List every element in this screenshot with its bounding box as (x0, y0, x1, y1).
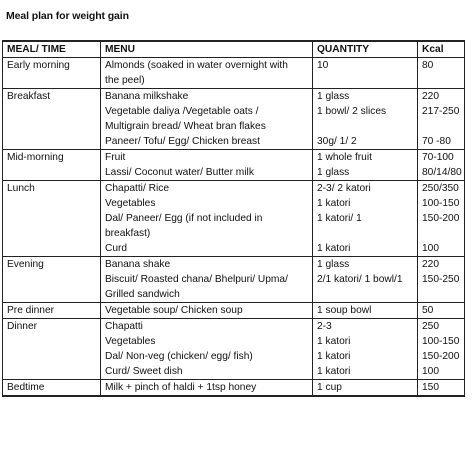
table-row (3, 257, 465, 273)
kcal-cell: 217-250 (418, 104, 465, 119)
table-row (3, 196, 465, 211)
table-row (3, 319, 465, 335)
table-row (3, 150, 465, 166)
table-row (3, 181, 465, 197)
quantity-cell: 1 glass (313, 89, 418, 105)
quantity-cell (313, 226, 418, 241)
menu-cell: Paneer/ Tofu/ Egg/ Chicken breast (101, 134, 313, 150)
meal-time-cell (3, 364, 101, 380)
menu-cell: Banana milkshake (101, 89, 313, 105)
table-row (3, 119, 465, 134)
quantity-cell: 1 glass (313, 257, 418, 273)
menu-cell: Vegetable daliya /Vegetable oats / (101, 104, 313, 119)
quantity-cell (313, 287, 418, 303)
kcal-cell (418, 73, 465, 89)
table-row (3, 165, 465, 181)
quantity-cell: 10 (313, 58, 418, 74)
quantity-cell: 2-3 (313, 319, 418, 335)
meal-plan-table (2, 40, 465, 397)
meal-time-cell: Bedtime (3, 380, 101, 397)
kcal-cell: 250/350 (418, 181, 465, 197)
quantity-cell: 2/1 katori/ 1 bowl/1 (313, 272, 418, 287)
kcal-cell: 80 (418, 58, 465, 74)
kcal-cell: 150-200 (418, 211, 465, 226)
kcal-cell: 80/14/80 (418, 165, 465, 181)
table-row (3, 58, 465, 74)
header-menu: MENU (101, 41, 313, 58)
meal-time-cell (3, 196, 101, 211)
table-row (3, 73, 465, 89)
document-title: Meal plan for weight gain (6, 10, 129, 22)
menu-cell: Lassi/ Coconut water/ Butter milk (101, 165, 313, 181)
kcal-cell: 250 (418, 319, 465, 335)
menu-cell: the peel) (101, 73, 313, 89)
kcal-cell: 70 -80 (418, 134, 465, 150)
kcal-cell (418, 119, 465, 134)
meal-time-cell (3, 272, 101, 287)
table-row (3, 134, 465, 150)
kcal-cell: 100 (418, 364, 465, 380)
meal-time-cell: Lunch (3, 181, 101, 197)
kcal-cell: 70-100 (418, 150, 465, 166)
kcal-cell: 220 (418, 89, 465, 105)
meal-time-cell (3, 211, 101, 226)
quantity-cell: 1 katori (313, 334, 418, 349)
meal-time-cell (3, 73, 101, 89)
quantity-cell: 1 katori (313, 241, 418, 257)
quantity-cell (313, 73, 418, 89)
meal-time-cell (3, 241, 101, 257)
table-row (3, 241, 465, 257)
table-body (3, 58, 465, 397)
meal-time-cell (3, 134, 101, 150)
table-row (3, 226, 465, 241)
menu-cell: Almonds (soaked in water overnight with (101, 58, 313, 74)
table-row (3, 104, 465, 119)
quantity-cell: 30g/ 1/ 2 (313, 134, 418, 150)
kcal-cell: 100-150 (418, 196, 465, 211)
meal-time-cell: Evening (3, 257, 101, 273)
menu-cell: Curd (101, 241, 313, 257)
menu-cell: Grilled sandwich (101, 287, 313, 303)
menu-cell: Biscuit/ Roasted chana/ Bhelpuri/ Upma/ (101, 272, 313, 287)
menu-cell: Dal/ Non-veg (chicken/ egg/ fish) (101, 349, 313, 364)
table-row (3, 287, 465, 303)
table-row (3, 211, 465, 226)
quantity-cell: 1 whole fruit (313, 150, 418, 166)
quantity-cell (313, 119, 418, 134)
menu-cell: Milk + pinch of haldi + 1tsp honey (101, 380, 313, 397)
menu-cell: Vegetable soup/ Chicken soup (101, 303, 313, 319)
quantity-cell: 1 bowl/ 2 slices (313, 104, 418, 119)
header-meal-time: MEAL/ TIME (3, 41, 101, 58)
table-row (3, 349, 465, 364)
meal-time-cell: Mid-morning (3, 150, 101, 166)
table-header-row (3, 41, 465, 58)
kcal-cell: 100-150 (418, 334, 465, 349)
table-row (3, 89, 465, 105)
quantity-cell: 1 cup (313, 380, 418, 397)
menu-cell: Multigrain bread/ Wheat bran flakes (101, 119, 313, 134)
kcal-cell: 100 (418, 241, 465, 257)
meal-time-cell: Breakfast (3, 89, 101, 105)
header-quantity: QUANTITY (313, 41, 418, 58)
meal-time-cell (3, 165, 101, 181)
kcal-cell: 150-250 (418, 272, 465, 287)
kcal-cell: 150 (418, 380, 465, 397)
menu-cell: breakfast) (101, 226, 313, 241)
table-row (3, 380, 465, 397)
kcal-cell: 50 (418, 303, 465, 319)
quantity-cell: 1 glass (313, 165, 418, 181)
kcal-cell: 220 (418, 257, 465, 273)
meal-time-cell (3, 287, 101, 303)
table-row (3, 364, 465, 380)
menu-cell: Dal/ Paneer/ Egg (if not included in (101, 211, 313, 226)
quantity-cell: 1 soup bowl (313, 303, 418, 319)
header-kcal: Kcal (418, 41, 465, 58)
meal-time-cell (3, 226, 101, 241)
meal-time-cell: Early morning (3, 58, 101, 74)
meal-time-cell: Pre dinner (3, 303, 101, 319)
kcal-cell (418, 226, 465, 241)
table-row (3, 272, 465, 287)
quantity-cell: 1 katori/ 1 (313, 211, 418, 226)
kcal-cell (418, 287, 465, 303)
menu-cell: Fruit (101, 150, 313, 166)
quantity-cell: 1 katori (313, 349, 418, 364)
menu-cell: Chapatti/ Rice (101, 181, 313, 197)
menu-cell: Banana shake (101, 257, 313, 273)
kcal-cell: 150-200 (418, 349, 465, 364)
meal-time-cell (3, 334, 101, 349)
meal-time-cell (3, 104, 101, 119)
meal-time-cell (3, 119, 101, 134)
table-row (3, 334, 465, 349)
meal-time-cell (3, 349, 101, 364)
menu-cell: Curd/ Sweet dish (101, 364, 313, 380)
quantity-cell: 1 katori (313, 364, 418, 380)
quantity-cell: 1 katori (313, 196, 418, 211)
menu-cell: Chapatti (101, 319, 313, 335)
table-row (3, 303, 465, 319)
menu-cell: Vegetables (101, 196, 313, 211)
menu-cell: Vegetables (101, 334, 313, 349)
meal-time-cell: Dinner (3, 319, 101, 335)
quantity-cell: 2-3/ 2 katori (313, 181, 418, 197)
